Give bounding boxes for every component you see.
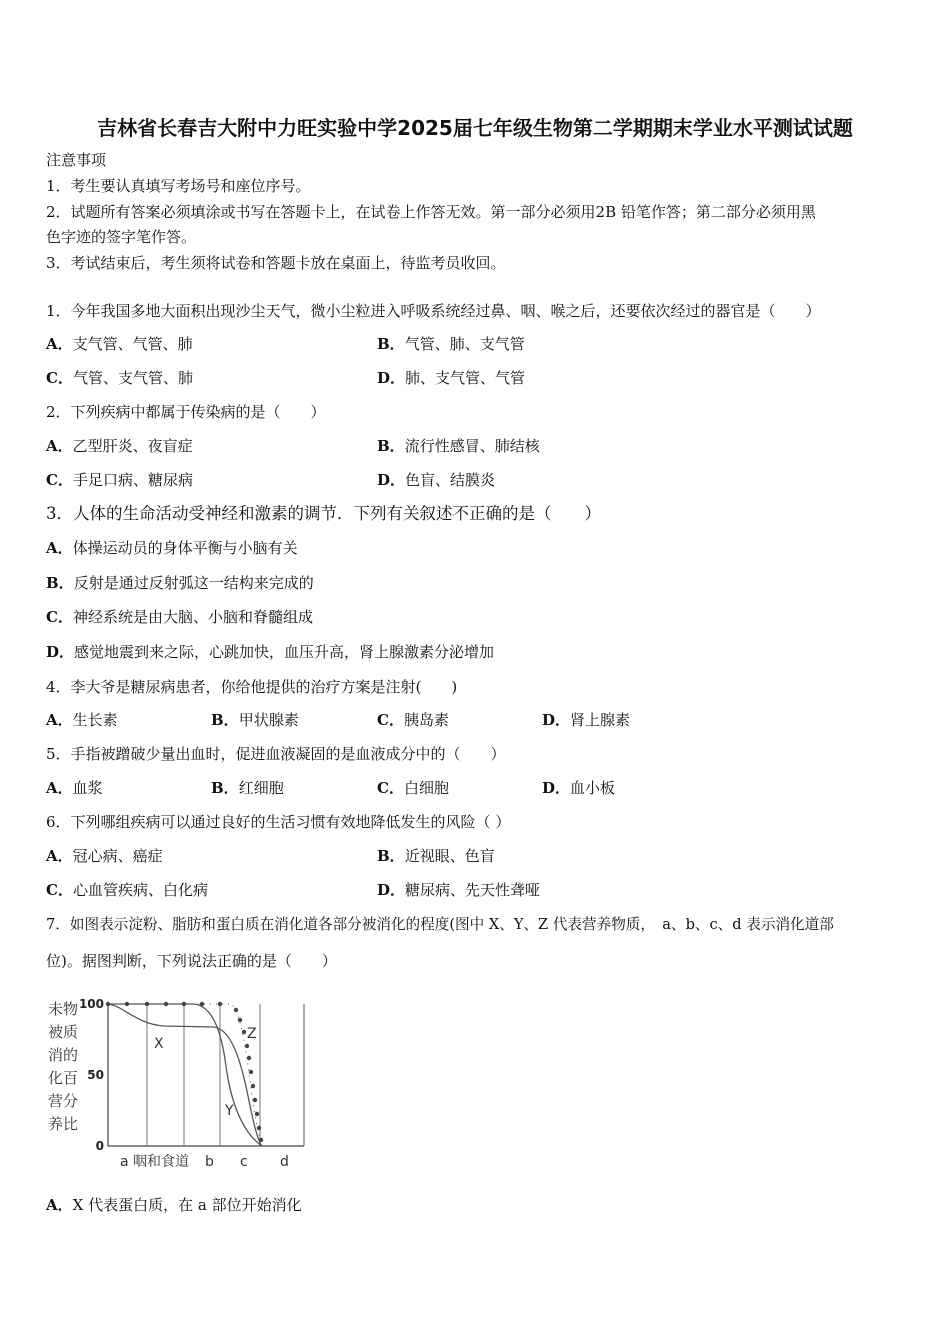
- q2-option-c: C．手足口病、糖尿病: [46, 471, 193, 489]
- y-tick-label: 100: [78, 997, 104, 1011]
- q2-option-d: D．色盲、结膜炎: [377, 471, 496, 489]
- series-z-point: [106, 1002, 110, 1006]
- note-item-2-cont: 色字迹的签字笔作答。: [46, 228, 197, 246]
- q6-option-b: B．近视眼、色盲: [377, 847, 495, 865]
- q4-option-c: C．胰岛素: [377, 711, 449, 729]
- x-axis-label: c: [240, 1154, 248, 1170]
- question-4-stem: 4．李大爷是糖尿病患者，你给他提供的治疗方案是注射( ): [46, 678, 458, 696]
- series-z-point: [238, 1018, 242, 1022]
- series-line-z: [108, 1004, 262, 1146]
- series-z-point: [253, 1098, 257, 1102]
- y-axis-label-char: 被质: [48, 1023, 79, 1041]
- x-axis-label: a 咽和食道: [120, 1154, 190, 1170]
- question-7-stem: 7．如图表示淀粉、脂肪和蛋白质在消化道各部分被消化的程度(图中 X、Y、Z 代表营养物质， a、b、c、d 表示消化道部: [46, 916, 834, 933]
- series-z-point: [242, 1030, 246, 1034]
- series-z-point: [125, 1002, 129, 1006]
- y-tick-label: 50: [87, 1068, 104, 1082]
- y-axis-label-char: 养比: [48, 1115, 79, 1133]
- q1-option-a: A．支气管、气管、肺: [46, 335, 193, 353]
- series-z-point: [234, 1008, 238, 1012]
- series-line-x: [108, 1004, 262, 1146]
- notes-heading: 注意事项: [46, 151, 107, 169]
- page-title: 吉林省长春吉大附中力旺实验中学2025届七年级生物第二学期期末学业水平测试试题: [97, 116, 853, 140]
- q2-option-b: B．流行性感冒、肺结核: [377, 437, 540, 455]
- question-5-stem: 5．手指被蹭破少量出血时，促进血液凝固的是血液成分中的（ ）: [46, 745, 506, 763]
- q6-option-c: C．心血管疾病、白化病: [46, 881, 208, 899]
- series-label-z: Z: [247, 1026, 257, 1042]
- question-3-stem: 3．人体的生命活动受神经和激素的调节．下列有关叙述不正确的是（ ）: [46, 504, 601, 523]
- digestion-chart: [44, 996, 314, 1176]
- y-tick-label: 0: [95, 1139, 104, 1153]
- series-z-point: [259, 1138, 263, 1142]
- note-item-2: 2．试题所有答案必须填涂或书写在答题卡上，在试卷上作答无效。第一部分必须用2B 铅笔作答；第二部分必须用黑: [46, 203, 816, 221]
- q7-option-a: A．X 代表蛋白质，在 a 部位开始消化: [46, 1196, 302, 1214]
- q5-option-c: C．白细胞: [377, 779, 449, 797]
- q5-option-d: D．血小板: [542, 779, 616, 797]
- series-z-point: [164, 1002, 168, 1006]
- series-z-point: [251, 1084, 255, 1088]
- q4-option-d: D．肾上腺素: [542, 711, 631, 729]
- q3-option-b: B．反射是通过反射弧这一结构来完成的: [46, 574, 314, 592]
- series-z-point: [145, 1002, 149, 1006]
- q5-option-a: A．血浆: [46, 779, 103, 797]
- series-z-point: [255, 1112, 259, 1116]
- series-z-point: [247, 1056, 251, 1060]
- q1-option-c: C．气管、支气管、肺: [46, 369, 193, 387]
- series-z-point: [182, 1002, 186, 1006]
- question-7-stem-cont: 位)。据图判断，下列说法正确的是（ ）: [46, 952, 337, 970]
- series-line-y: [108, 1004, 262, 1146]
- question-2-stem: 2．下列疾病中都属于传染病的是（ ）: [46, 403, 326, 421]
- q5-option-b: B．红细胞: [211, 779, 284, 797]
- series-z-point: [249, 1070, 253, 1074]
- q3-option-d: D．感觉地震到来之际，心跳加快，血压升高，肾上腺激素分泌增加: [46, 643, 495, 661]
- x-axis-label: b: [205, 1154, 214, 1170]
- series-z-point: [245, 1044, 249, 1048]
- note-item-1: 1．考生要认真填写考场号和座位序号。: [46, 177, 311, 195]
- series-z-point: [218, 1002, 222, 1006]
- y-axis-label-char: 消的: [48, 1046, 79, 1064]
- q6-option-d: D．糖尿病、先天性聋哑: [377, 881, 541, 899]
- series-label-y: Y: [225, 1103, 234, 1119]
- y-axis-label-char: 营分: [48, 1092, 79, 1110]
- q4-option-a: A．生长素: [46, 711, 118, 729]
- series-z-point: [257, 1126, 261, 1130]
- series-label-x: X: [154, 1036, 164, 1052]
- note-item-3: 3．考试结束后，考生须将试卷和答题卡放在桌面上，待监考员收回。: [46, 254, 506, 272]
- series-z-point: [200, 1002, 204, 1006]
- q4-option-b: B．甲状腺素: [211, 711, 299, 729]
- x-axis-label: d: [280, 1154, 289, 1170]
- question-6-stem: 6．下列哪组疾病可以通过良好的生活习惯有效地降低发生的风险（ ）: [46, 813, 511, 831]
- q3-option-c: C．神经系统是由大脑、小脑和脊髓组成: [46, 608, 313, 626]
- q1-option-b: B．气管、肺、支气管: [377, 335, 525, 353]
- q2-option-a: A．乙型肝炎、夜盲症: [46, 437, 193, 455]
- q3-option-a: A．体操运动员的身体平衡与小脑有关: [46, 539, 298, 557]
- y-axis-label-char: 未物: [48, 1000, 79, 1018]
- question-1-stem: 1．今年我国多地大面积出现沙尘天气，微小尘粒进入呼吸系统经过鼻、咽、喉之后，还要依次经过的器官是（ ）: [46, 302, 821, 320]
- q6-option-a: A．冠心病、癌症: [46, 847, 163, 865]
- q1-option-d: D．肺、支气管、气管: [377, 369, 526, 387]
- y-axis-label-char: 化百: [48, 1069, 79, 1087]
